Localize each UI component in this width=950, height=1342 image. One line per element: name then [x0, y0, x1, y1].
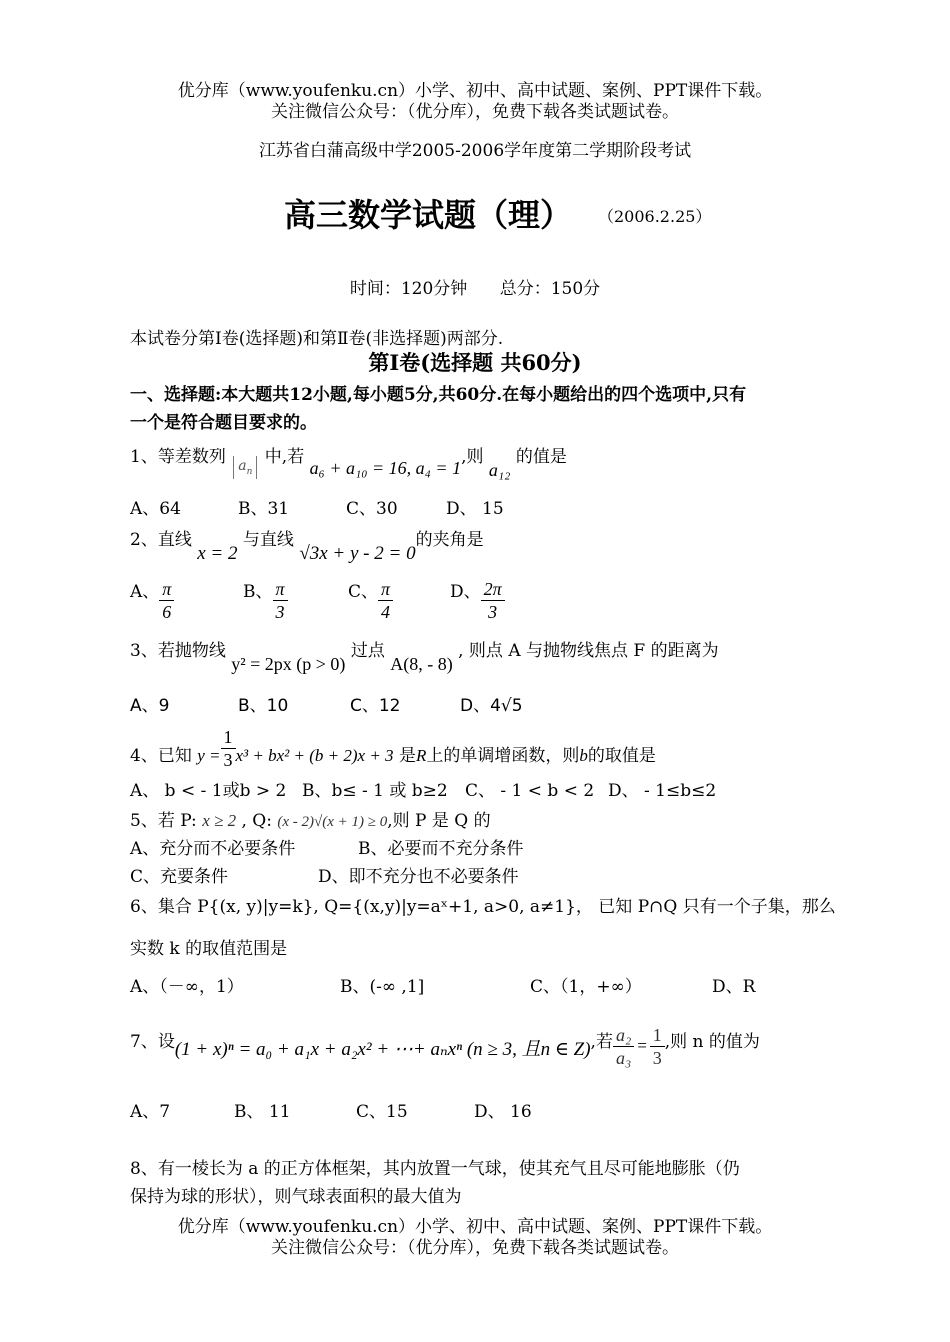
q3-point: A(8, - 8): [390, 654, 453, 674]
q5-prefix: 5、若 P:: [130, 811, 203, 831]
q4-option-d[interactable]: D、 - 1≤b≤2: [608, 781, 717, 801]
section-line-2: 一个是符合题目要求的。: [130, 413, 317, 433]
q2-suffix: 的夹角是: [415, 530, 484, 550]
q7-equals: =: [636, 1036, 648, 1055]
q5-option-d[interactable]: D、即不充分也不必要条件: [318, 867, 519, 887]
footer-line-1: 优分库（www.youfenku.cn）小学、初中、高中试题、案例、PPT课件下载。: [177, 1217, 773, 1237]
q7-option-d[interactable]: D、 16: [474, 1102, 532, 1122]
page-title: 高三数学试题（理）: [284, 196, 573, 234]
question-5: [130, 806, 491, 831]
q3-parabola: y² = 2px (p > 0): [231, 654, 346, 674]
q5-q: (x - 2)√(x + 1) ≥ 0: [277, 814, 388, 830]
q5-option-a[interactable]: A、充分而不必要条件: [130, 839, 296, 859]
q7-fraction-1: $\frac{\text{a₂}}{\text{a₃}}$: [613, 1024, 634, 1069]
q4-set: R: [415, 746, 427, 765]
q3-mid: 过点: [350, 641, 385, 661]
q7-option-b[interactable]: B、 11: [234, 1102, 291, 1122]
question-4: [130, 726, 656, 771]
header-line-2: 关注微信公众号：（优分库），免费下载各类试题试卷。: [271, 102, 679, 122]
part-title: 第Ⅰ卷(选择题 共60分): [368, 350, 582, 375]
q7-mid: ,若: [590, 1032, 613, 1052]
q1-option-d[interactable]: D、 15: [446, 499, 504, 519]
q3-option-d[interactable]: D、4√5: [460, 696, 523, 716]
q7-option-c[interactable]: C、15: [356, 1102, 408, 1122]
q1-option-c[interactable]: C、30: [346, 499, 398, 519]
q1-sequence: $a_n$: [233, 456, 257, 479]
q1-mid: 中,若: [264, 447, 305, 467]
q2-line-1: x = 2: [197, 543, 238, 564]
q8-line-1: 8、有一棱长为 a 的正方体框架，其内放置一气球，使其充气且尽可能地膨胀（仍: [130, 1159, 740, 1179]
q5-option-c[interactable]: C、充要条件: [130, 867, 229, 887]
q2-option-b[interactable]: B、 $\frac{\pi}{3}$: [243, 578, 288, 623]
section-line-1: 一、选择题:本大题共12小题,每小题5分,共60分.在每小题给出的四个选项中,只有: [130, 385, 747, 405]
q3-suffix: , 则点 A 与抛物线焦点 F 的距离为: [458, 641, 719, 661]
q4-func-pre: y =: [197, 746, 221, 765]
q1-then: ,则: [461, 447, 484, 467]
q8-line-2: 保持为球的形状），则气球表面积的最大值为: [130, 1187, 462, 1207]
q2-option-d[interactable]: D、 $\frac{2\pi}{3}$: [450, 578, 505, 623]
q7-fraction-2: $\frac{1}{3}$: [650, 1024, 665, 1069]
q3-option-c[interactable]: C、12: [350, 696, 401, 716]
q4-fraction: $\frac{1}{3}$: [221, 726, 236, 771]
q7-prefix: 7、设: [130, 1032, 175, 1052]
q5-p: x ≥ 2: [202, 811, 237, 830]
q1-prefix: 1、等差数列: [130, 447, 226, 467]
q2-prefix: 2、直线: [130, 530, 192, 550]
q6-line-1: 6、集合 P{(x, y)|y=k}, Q={(x,y)|y=aˣ+1, a>0, a≠1}， 已知 P∩Q 只有一个子集，那么: [130, 897, 836, 917]
q4-prefix: 4、已知: [130, 746, 192, 766]
q3-option-a[interactable]: A、9: [130, 696, 170, 716]
time-line: 时间：120分钟 总分：150分: [349, 279, 601, 299]
q5-mid: , Q:: [236, 811, 278, 831]
q6-line-2: 实数 k 的取值范围是: [130, 939, 288, 959]
school-line: 江苏省白蒲高级中学2005-2006学年度第二学期阶段考试: [258, 141, 692, 161]
q1-option-a[interactable]: A、64: [130, 499, 181, 519]
q1-suffix: 的值是: [515, 447, 567, 467]
q1-target: a₁₂: [488, 460, 511, 480]
question-2: [130, 525, 484, 564]
q2-option-c[interactable]: C、 $\frac{\pi}{4}$: [348, 578, 393, 623]
q6-option-c[interactable]: C、（1，+∞）: [530, 977, 642, 997]
q2-line-2: √3x + y - 2 = 0: [299, 543, 416, 564]
q6-option-a[interactable]: A、（－∞，1）: [130, 977, 244, 997]
intro-line: 本试卷分第Ⅰ卷(选择题)和第Ⅱ卷(非选择题)两部分.: [130, 329, 504, 349]
q7-option-a[interactable]: A、7: [130, 1102, 171, 1122]
q2-options: [130, 578, 550, 634]
q5-suffix: ,则 P 是 Q 的: [387, 811, 491, 831]
header-line-1: 优分库（www.youfenku.cn）小学、初中、高中试题、案例、PPT课件下载。: [177, 81, 773, 101]
q4-option-c[interactable]: C、 - 1 < b < 2: [465, 781, 595, 801]
q3-option-b[interactable]: B、10: [238, 696, 289, 716]
question-7: [130, 1024, 760, 1069]
q7-suffix: ,则 n 的值为: [664, 1032, 760, 1052]
q4-func-post: x³ + bx² + (b + 2)x + 3: [235, 746, 394, 765]
q7-expression: (1 + x)ⁿ = a₀ + a₁x + a₂x² + ⋯+ aₙxⁿ (n ≥ 3, 且n ∈ Z): [174, 1039, 591, 1060]
q4-option-b[interactable]: B、b≤ - 1 或 b≥2: [302, 781, 448, 801]
q4-mid: 是: [398, 746, 416, 766]
q6-option-d[interactable]: D、R: [712, 977, 756, 997]
q3-prefix: 3、若抛物线: [130, 641, 226, 661]
question-3: [130, 636, 719, 674]
q4-suffix: 上的单调增函数，则: [426, 746, 580, 766]
q1-option-b[interactable]: B、31: [238, 499, 290, 519]
q4-option-a[interactable]: A、 b < - 1或b > 2: [130, 781, 287, 801]
q4-suffix-2: 的取值是: [587, 746, 656, 766]
q2-mid: 与直线: [242, 530, 294, 550]
exam-date: （2006.2.25）: [598, 207, 712, 226]
q1-condition: a₆ + a₁₀ = 16, a₄ = 1: [309, 458, 462, 478]
q6-option-b[interactable]: B、(-∞ ,1]: [340, 977, 425, 997]
q4-var: b: [579, 746, 588, 765]
q5-option-b[interactable]: B、必要而不充分条件: [358, 839, 524, 859]
q2-option-a[interactable]: A、 $\frac{\pi}{6}$: [130, 578, 174, 623]
question-1: [130, 442, 567, 480]
footer-line-2: 关注微信公众号：（优分库），免费下载各类试题试卷。: [271, 1238, 679, 1258]
